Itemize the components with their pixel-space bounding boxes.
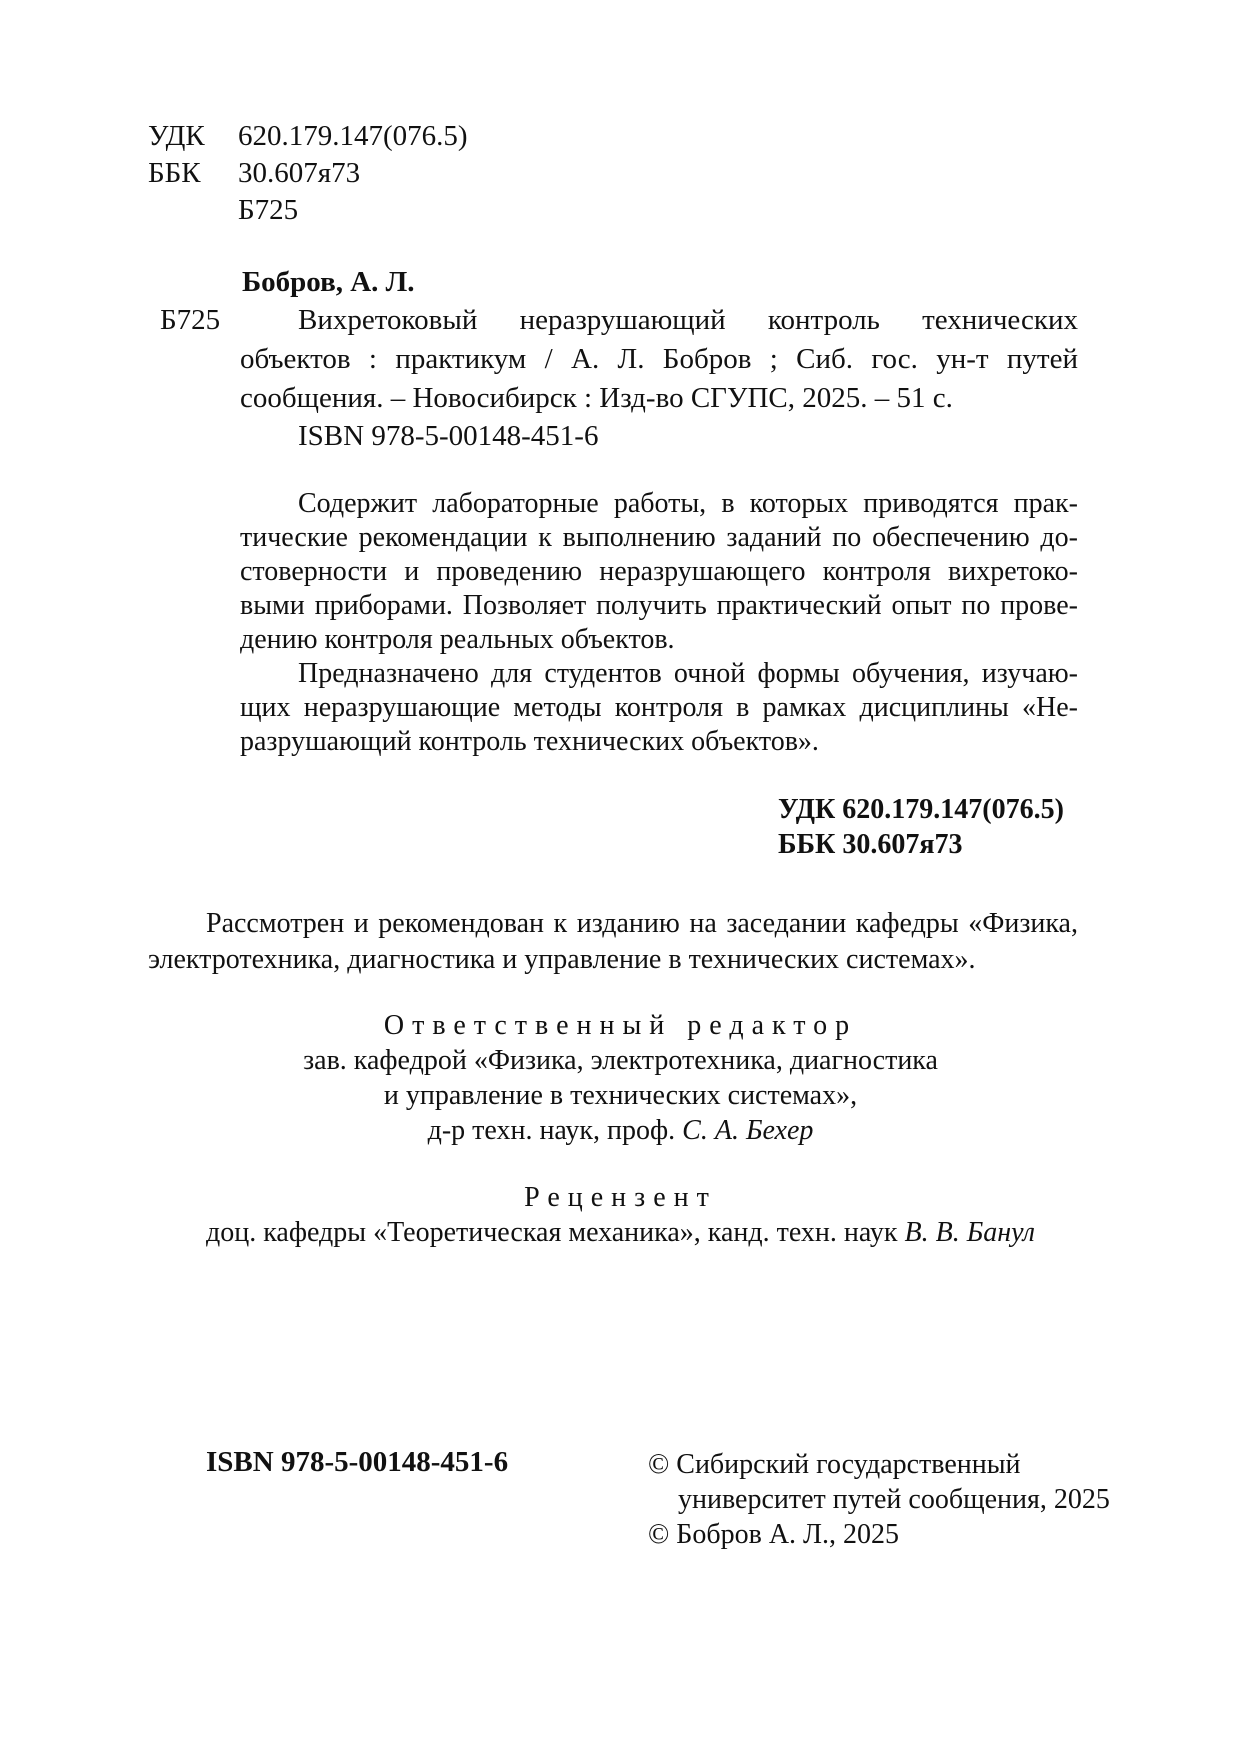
author-heading: Бобров, А. Л. [242,266,415,298]
annotation-line-4: выми приборами. Позволяет получить практический опыт по прове- [240,590,1078,621]
copyright-line-3: © Бобров А. Л., 2025 [648,1519,900,1550]
bbk-bold: ББК 30.607я73 [778,829,963,860]
udk-label: УДК [148,120,205,152]
recommendation-line-2: электротехника, диагностика и управление в технических системах». [148,944,976,975]
entry-line-3: сообщения. – Новосибирск : Изд-во СГУПС, 2025. – 51 с. [240,382,953,414]
entry-line-1: Вихретоковый неразрушающий контроль технических [298,304,1078,336]
author-sign-entry: Б725 [160,304,221,336]
footer-isbn: ISBN 978-5-00148-451-6 [206,1446,509,1478]
annotation-line-2: тические рекомендации к выполнению заданий по обеспечению до- [240,522,1078,553]
editor-heading: Ответственный редактор [383,1010,858,1041]
reviewer-heading: Рецензент [524,1182,717,1213]
annotation-line-7: щих неразрушающие методы контроля в рамках дисциплины «Не- [240,692,1078,723]
editor-line-3 [0,1113,1241,1149]
editor-line-1: зав. кафедрой «Физика, электротехника, диагностика [303,1045,938,1076]
udk-bold: УДК 620.179.147(076.5) [778,794,1064,825]
reviewer-position: доц. кафедры «Теоретическая механика», канд. техн. наук [206,1217,898,1248]
udk-value: 620.179.147(076.5) [238,120,468,152]
copyright-line-1: © Сибирский государственный [648,1449,1021,1480]
entry-isbn: ISBN 978-5-00148-451-6 [298,420,599,452]
recommendation-line-1: Рассмотрен и рекомендован к изданию на заседании кафедры «Физика, [206,908,1078,939]
editor-line-2: и управление в технических системах», [383,1080,858,1111]
editor-name: С. А. Бехер [682,1115,814,1146]
annotation-line-5: дению контроля реальных объектов. [240,624,675,655]
copyright-line-2: университет путей сообщения, 2025 [678,1484,1110,1515]
annotation-line-6: Предназначено для студентов очной формы обучения, изучаю- [298,658,1078,689]
bbk-label: ББК [148,157,201,189]
annotation-line-3: стоверности и проведению неразрушающего контроля вихретоко- [240,556,1078,587]
annotation-line-8: разрушающий контроль технических объектов». [240,726,819,757]
author-sign-top: Б725 [238,194,299,226]
reviewer-line [0,1215,1241,1251]
reviewer-name: В. В. Банул [904,1217,1035,1248]
annotation-line-1: Содержит лабораторные работы, в которых приводятся прак- [298,488,1078,519]
entry-line-2: объектов : практикум / А. Л. Бобров ; Сиб. гос. ун-т путей [240,343,1078,375]
bbk-value: 30.607я73 [238,157,361,189]
editor-degree: д-р техн. наук, проф. [427,1115,676,1146]
